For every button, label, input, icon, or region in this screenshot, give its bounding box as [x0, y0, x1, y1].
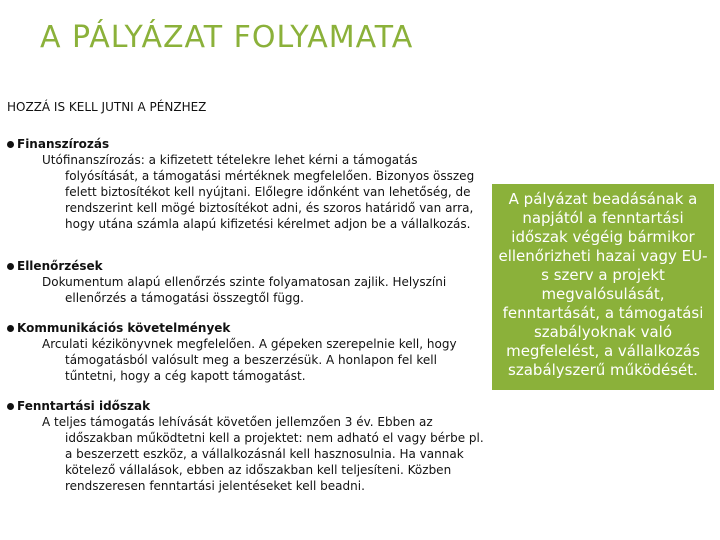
section-inspections	[7, 258, 485, 306]
section-heading-text: Fenntartási időszak	[17, 399, 151, 413]
page-subtitle: HOZZÁ IS KELL JUTNI A PÉNZHEZ	[7, 100, 207, 114]
callout-box: A pályázat beadásának a napjától a fenntartási időszak végéig bármikor ellenőrizheti hazai vagy EU-s szerv a projekt megvalósulását, fenntartását, a támogatási szabályoknak való megfelelést, a vállalkozás szabályszerű működését.	[492, 184, 714, 390]
section-body: Arculati kézikönyvnek megfelelően. A gépeken szerepelnie kell, hogy támogatásból valósult meg a beszerzésük. A honlapon fel kell tűntetni, hogy a cég kapott támogatást.	[42, 337, 457, 383]
section-maintenance-period	[7, 398, 485, 494]
bullet-icon	[7, 263, 14, 270]
section-heading	[7, 398, 485, 414]
section-heading	[7, 136, 485, 152]
section-financing	[7, 136, 485, 232]
bullet-icon	[7, 403, 14, 410]
section-heading-text: Ellenőrzések	[17, 259, 103, 273]
section-body: A teljes támogatás lehívását követően jellemzően 3 év. Ebben az időszakban működtetni kell a projektet: nem adható el vagy bérbe pl. a beszerzett eszköz, a vállalkozásnál kell hasznosulnia. Ha vannak kötelező vállalások, ebben az időszakban kell teljesíteni. Közben rendszeresen fenntartási jelentéseket kell beadni.	[42, 415, 484, 493]
bullet-icon	[7, 141, 14, 148]
section-body: Dokumentum alapú ellenőrzés szinte folyamatosan zajlik. Helyszíni ellenőrzés a támogatási összegtől függ.	[42, 275, 447, 305]
page-title: A PÁLYÁZAT FOLYAMATA	[40, 20, 414, 55]
section-heading	[7, 258, 485, 274]
section-body: Utófinanszírozás: a kifizetett tételekre lehet kérni a támogatás folyósítását, a támogatási mértéknek megfelelően. Bizonyos összeg felett biztosítékot kell nyújtani. Előlegre időnként van lehetőség, de rendszerint kell mögé biztosítékot adni, és szoros határidő van arra, hogy utána számla alapú kifizetési kérelmet adjon be a vállalkozás.	[42, 153, 475, 231]
section-heading-text: Kommunikációs követelmények	[17, 321, 231, 335]
section-heading	[7, 320, 485, 336]
section-heading-text: Finanszírozás	[17, 137, 110, 151]
bullet-icon	[7, 325, 14, 332]
section-communication	[7, 320, 485, 384]
